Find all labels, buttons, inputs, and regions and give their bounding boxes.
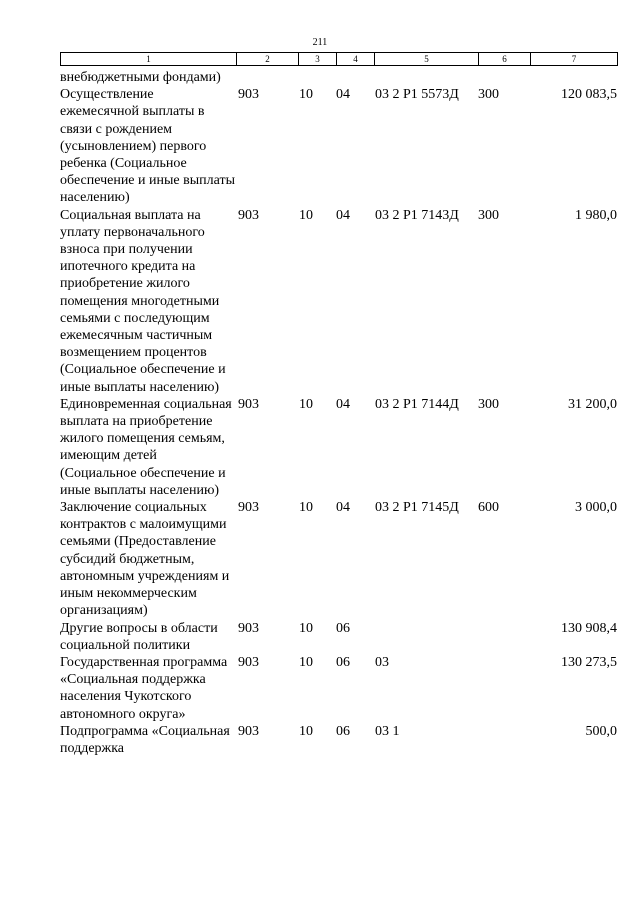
table-row (60, 499, 617, 619)
header-col-7: 7 (531, 53, 618, 66)
row-admin-code: 903 (238, 723, 259, 739)
row-expense-type: 300 (478, 87, 499, 103)
row-section: 10 (299, 396, 313, 412)
row-amount: 500,0 (585, 723, 617, 739)
row-admin-code: 903 (238, 396, 259, 412)
row-admin-code: 903 (238, 620, 259, 636)
row-subsection: 06 (336, 620, 350, 636)
row-subsection: 06 (336, 723, 350, 739)
row-amount: 1 980,0 (575, 207, 617, 223)
row-subsection: 04 (336, 396, 350, 412)
header-col-3: 3 (299, 53, 337, 66)
row-target-item: 03 2 P1 5573Д (375, 87, 459, 103)
row-section: 10 (299, 723, 313, 739)
row-admin-code: 903 (238, 207, 259, 223)
table-row (60, 654, 617, 723)
row-subsection: 04 (336, 87, 350, 103)
row-section: 10 (299, 620, 313, 636)
row-name: Осуществление ежемесячной выплаты в связи с рождением (усыновлением) первого ребенка (Социальное обеспечение и иные выплаты населению) (60, 87, 235, 206)
row-target-item: 03 2 P1 7144Д (375, 396, 459, 412)
table-row (60, 69, 617, 86)
row-subsection: 04 (336, 500, 350, 516)
row-amount: 31 200,0 (568, 396, 617, 412)
row-expense-type: 300 (478, 207, 499, 223)
row-expense-type: 300 (478, 396, 499, 412)
table-row (60, 396, 617, 499)
header-col-4: 4 (337, 53, 375, 66)
header-col-2: 2 (237, 53, 299, 66)
row-section: 10 (299, 87, 313, 103)
row-admin-code: 903 (238, 654, 259, 670)
row-target-item: 03 2 P1 7145Д (375, 500, 459, 516)
row-target-item: 03 1 (375, 723, 400, 739)
table-row (60, 86, 617, 206)
row-name: Другие вопросы в области социальной политики (60, 620, 218, 653)
row-name: Подпрограмма «Социальная поддержка (60, 723, 230, 756)
row-amount: 130 908,4 (561, 620, 617, 636)
table-row (60, 620, 617, 654)
table-row (60, 207, 617, 396)
row-amount: 120 083,5 (561, 87, 617, 103)
row-amount: 3 000,0 (575, 500, 617, 516)
budget-table-body (60, 69, 617, 757)
header-col-6: 6 (479, 53, 531, 66)
row-target-item: 03 2 P1 7143Д (375, 207, 459, 223)
row-admin-code: 903 (238, 87, 259, 103)
row-section: 10 (299, 500, 313, 516)
row-amount: 130 273,5 (561, 654, 617, 670)
row-subsection: 06 (336, 654, 350, 670)
table-row (60, 723, 617, 757)
row-subsection: 04 (336, 207, 350, 223)
header-col-5: 5 (375, 53, 479, 66)
column-number-header (60, 52, 618, 66)
row-name: Единовременная социальная выплата на приобретение жилого помещения семьям, имеющим детей (Социальное обеспечение и иные выплаты населению) (60, 396, 232, 498)
row-name: Заключение социальных контрактов с малоимущими семьями (Предоставление субсидий бюджетным, автономным учреждениям и иным некоммерческим организациям) (60, 500, 230, 619)
row-target-item: 03 (375, 654, 389, 670)
header-col-1: 1 (61, 53, 237, 66)
row-name: внебюджетными фондами) (60, 70, 221, 85)
row-admin-code: 903 (238, 500, 259, 516)
page-number: 211 (312, 37, 328, 48)
row-name: Социальная выплата на уплату первоначального взноса при получении ипотечного кредита на приобретение жилого помещения многодетными семьями с последующим ежемесячным частичным возмещением процентов (Социальное обеспечение и иные выплаты населению) (60, 207, 226, 395)
row-expense-type: 600 (478, 500, 499, 516)
row-name: Государственная программа «Социальная поддержка населения Чукотского автономного округа» (60, 654, 228, 722)
row-section: 10 (299, 207, 313, 223)
row-section: 10 (299, 654, 313, 670)
